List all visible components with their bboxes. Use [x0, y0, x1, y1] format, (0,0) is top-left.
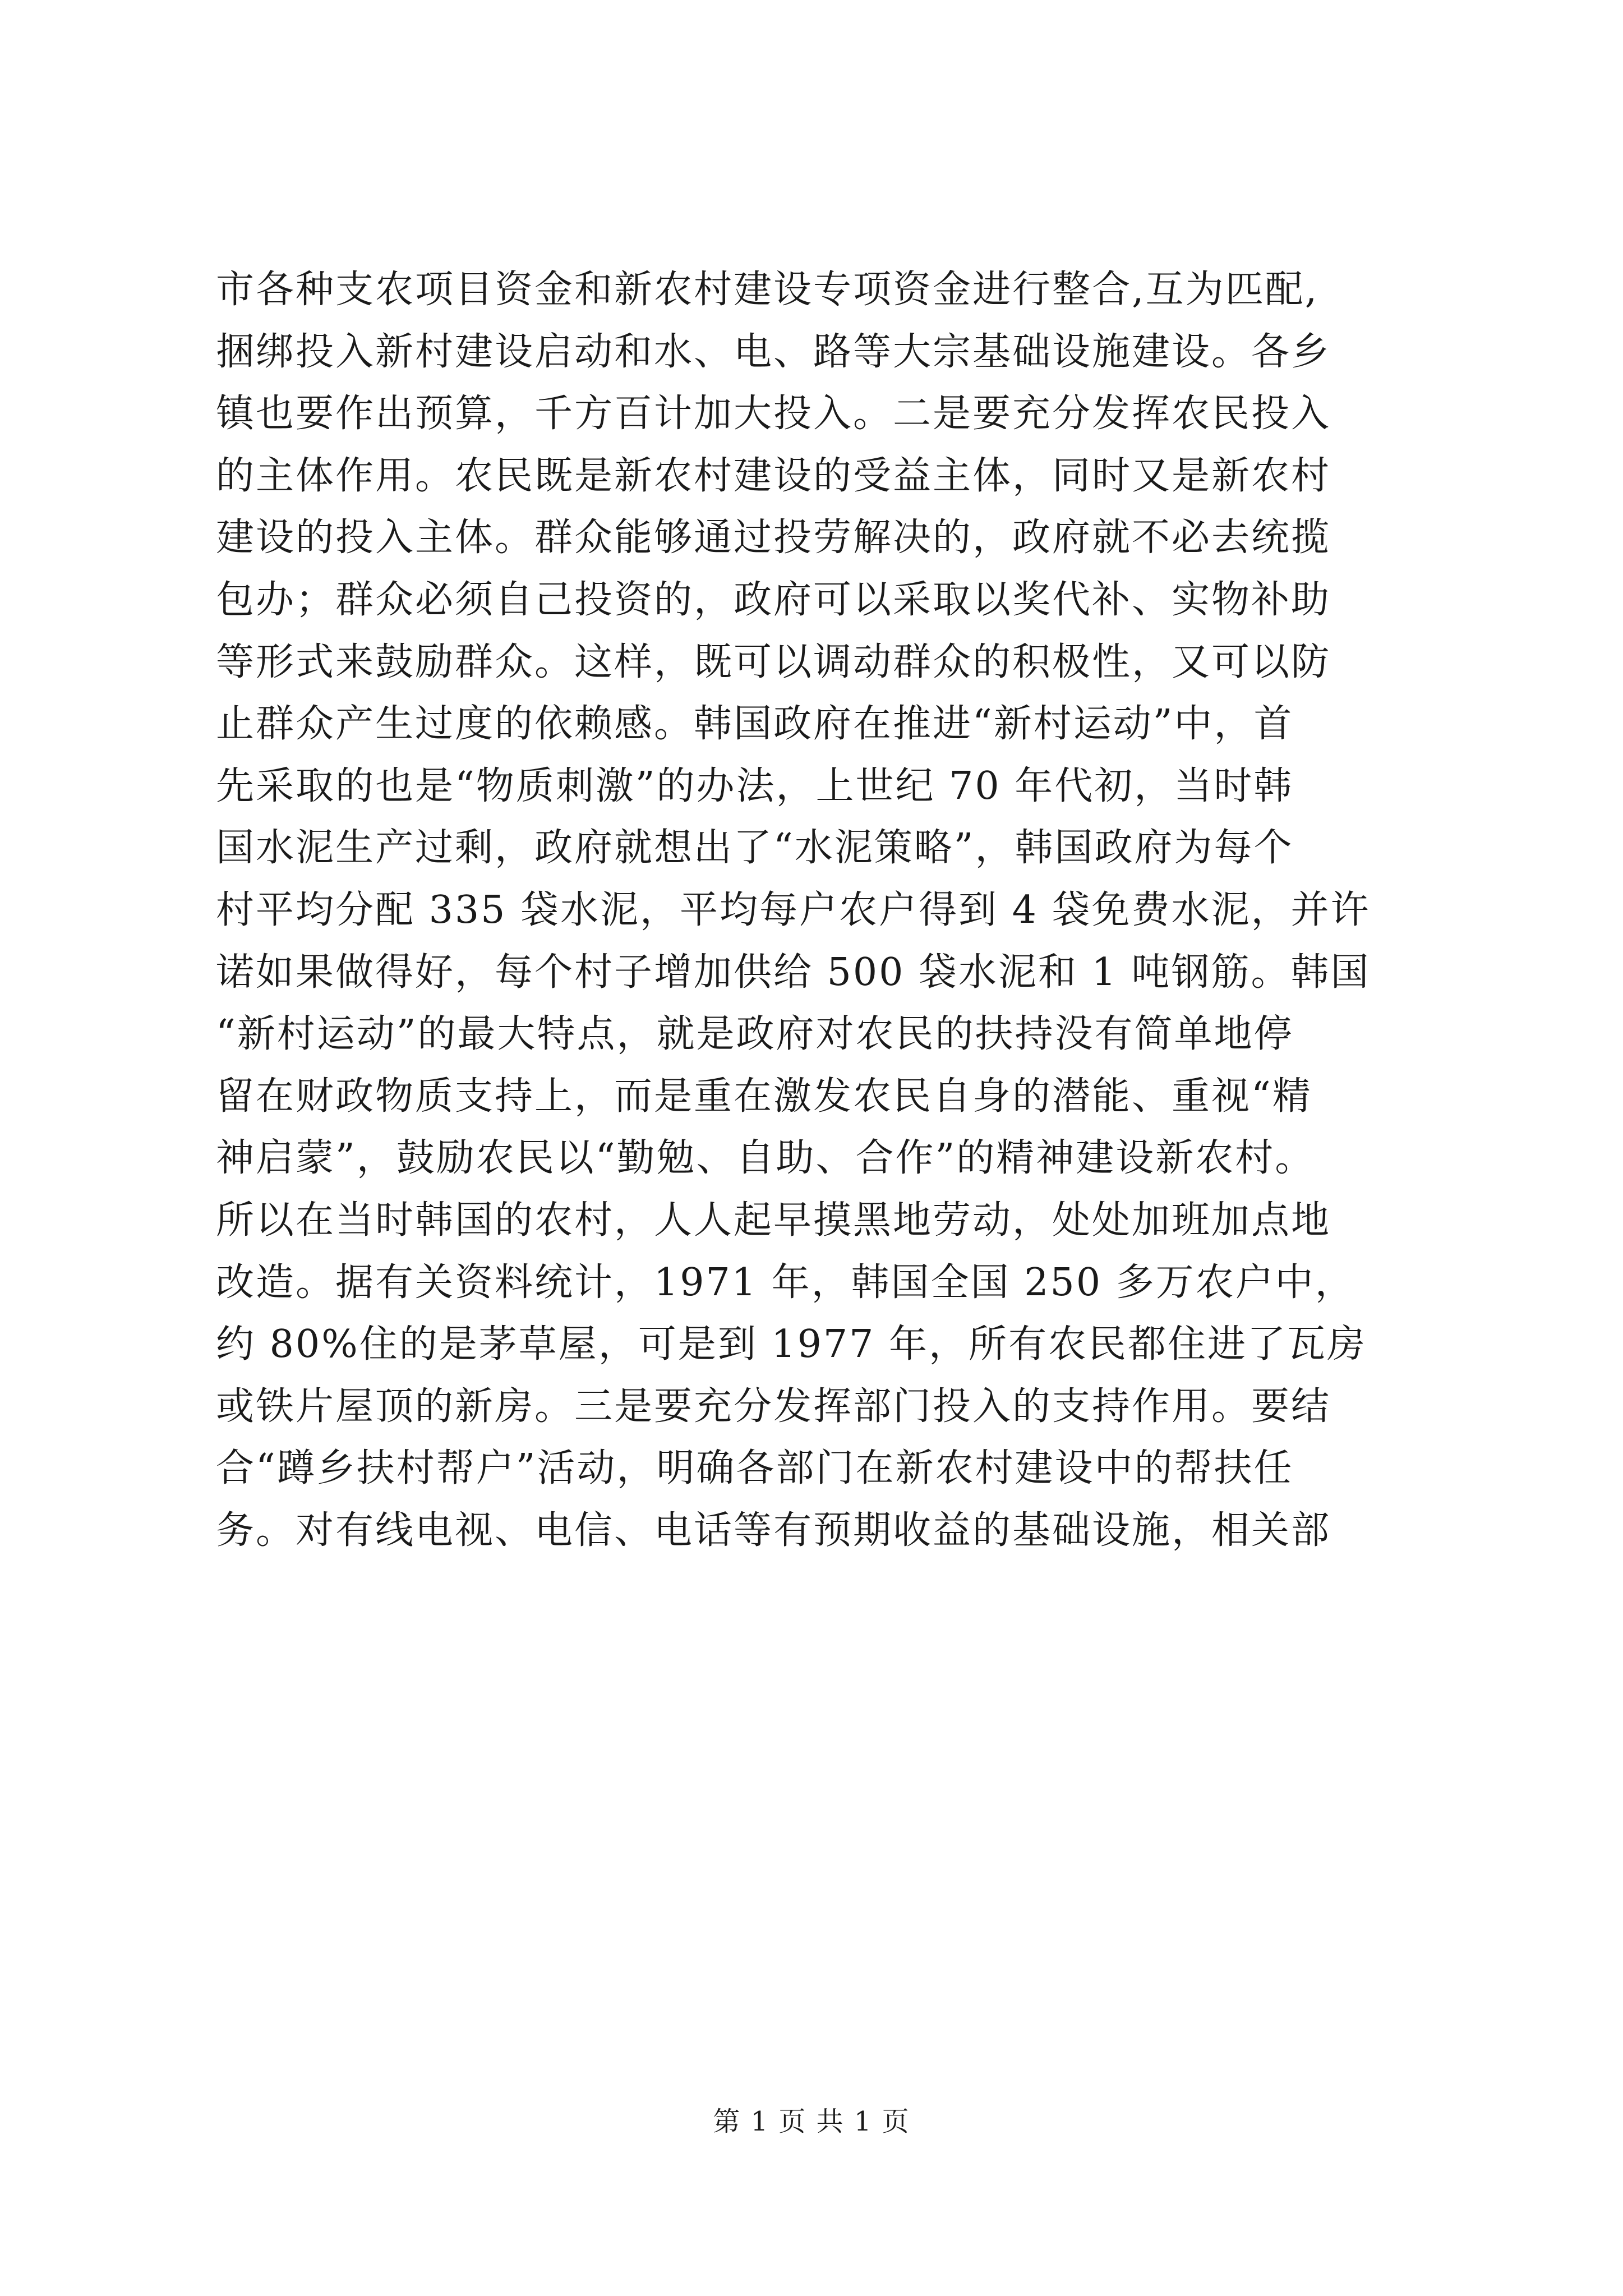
text-line: 务。对有线电视、电信、电话等有预期收益的基础设施，相关部: [216, 1508, 1331, 1553]
text-line: 诺如果做得好，每个村子增加供给 500 袋水泥和 1 吨钢筋。韩国: [216, 950, 1371, 995]
text-line: 改造。据有关资料统计，1971 年，韩国全国 250 多万农户中，: [216, 1260, 1355, 1305]
text-line: 止群众产生过度的依赖感。韩国政府在推进“新村运动”中，首: [216, 702, 1294, 747]
text-line: 先采取的也是“物质刺激”的办法，上世纪 70 年代初，当时韩: [216, 763, 1294, 808]
text-line: 村平均分配 335 袋水泥，平均每户农户得到 4 袋免费水泥，并许: [216, 887, 1371, 932]
text-line: 建设的投入主体。群众能够通过投劳解决的，政府就不必去统揽: [216, 516, 1331, 560]
text-line: 市各种支农项目资金和新农村建设专项资金进行整合,互为匹配,: [216, 268, 1319, 312]
text-line: 约 80%住的是茅草屋，可是到 1977 年，所有农民都住进了瓦房: [216, 1322, 1367, 1367]
text-line: 包办；群众必须自己投资的，政府可以采取以奖代补、实物补助: [216, 577, 1331, 622]
page-number-footer: 第 1 页 共 1 页: [713, 2106, 910, 2137]
text-line: “新村运动”的最大特点，就是政府对农民的扶持没有简单地停: [216, 1012, 1294, 1057]
body-text: [216, 259, 1450, 1562]
text-line: 捆绑投入新村建设启动和水、电、路等大宗基础设施建设。各乡: [216, 329, 1331, 374]
text-line: 所以在当时韩国的农村，人人起早摸黑地劳动，处处加班加点地: [216, 1198, 1331, 1243]
text-line: 等形式来鼓励群众。这样，既可以调动群众的积极性，又可以防: [216, 639, 1331, 684]
text-line: 镇也要作出预算，千方百计加大投入。二是要充分发挥农民投入: [216, 392, 1331, 436]
text-line: 留在财政物质支持上，而是重在激发农民自身的潜能、重视“精: [216, 1074, 1312, 1119]
text-line: 合“蹲乡扶村帮户”活动，明确各部门在新农村建设中的帮扶任: [216, 1446, 1294, 1491]
text-line: 的主体作用。农民既是新农村建设的受益主体，同时又是新农村: [216, 453, 1331, 498]
text-line: 或铁片屋顶的新房。三是要充分发挥部门投入的支持作用。要结: [216, 1384, 1331, 1429]
text-line: 神启蒙”，鼓励农民以“勤勉、自助、合作”的精神建设新农村。: [216, 1136, 1315, 1181]
text-line: 国水泥生产过剩，政府就想出了“水泥策略”，韩国政府为每个: [216, 826, 1294, 871]
